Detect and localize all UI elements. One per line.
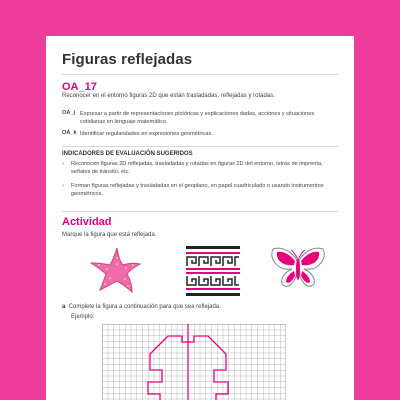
chevron-bullet-icon: › xyxy=(62,183,64,189)
oa-description: Reconocer en el entorno figuras 2D que están trasladadas, reflejadas y rotadas. xyxy=(62,93,275,99)
activity-heading: Actividad xyxy=(62,216,112,228)
section-divider xyxy=(62,211,338,212)
page-title: Figuras reflejadas xyxy=(62,51,193,68)
chevron-bullet-icon: › xyxy=(62,161,64,167)
starfish-shape xyxy=(91,248,140,292)
criterion-code: OA_k xyxy=(62,130,77,136)
question-a xyxy=(62,304,221,310)
starfish-figure[interactable] xyxy=(90,246,142,294)
criterion-code: OA_j xyxy=(62,110,76,116)
title-divider xyxy=(62,74,338,75)
criterion-item xyxy=(62,130,338,138)
reflection-grid[interactable] xyxy=(102,324,286,400)
indicator-text: Reconocen figuras 2D reflejadas, trasladadas y rotadas en figuras 2D del entorno, letras de imprenta, señales de tránsito, etc. xyxy=(71,161,323,175)
criterion-item xyxy=(62,110,338,126)
indicators-heading: INDICADORES DE EVALUACIÓN SUGERIDOS xyxy=(62,151,193,157)
indicator-item xyxy=(62,182,342,198)
indicator-text: Forman figuras reflejadas y trasladadas en el geoplano, en papel cuadriculado o usando instrumentos geométricos. xyxy=(71,183,324,197)
criterion-text: Expresar a partir de representaciones pictóricas y explicaciones dadas, acciones y situaciones cotidianas en lenguaje matemático. xyxy=(80,111,315,125)
oa-code: OA_17 xyxy=(62,81,97,93)
worksheet-page xyxy=(46,36,354,400)
example-label: Ejemplo: xyxy=(71,314,95,320)
question-text: Complete la figura a continuación para que sea reflejada. xyxy=(68,304,221,310)
activity-instruction: Marque la figura que está reflejada. xyxy=(62,232,157,238)
greek-key-pattern-figure[interactable] xyxy=(186,246,240,296)
section-divider xyxy=(62,146,338,147)
question-letter: a xyxy=(62,304,66,310)
indicator-item xyxy=(62,160,342,176)
criterion-text: Identificar regularidades en expresiones geométricas. xyxy=(80,131,213,137)
butterfly-figure[interactable] xyxy=(270,244,326,294)
